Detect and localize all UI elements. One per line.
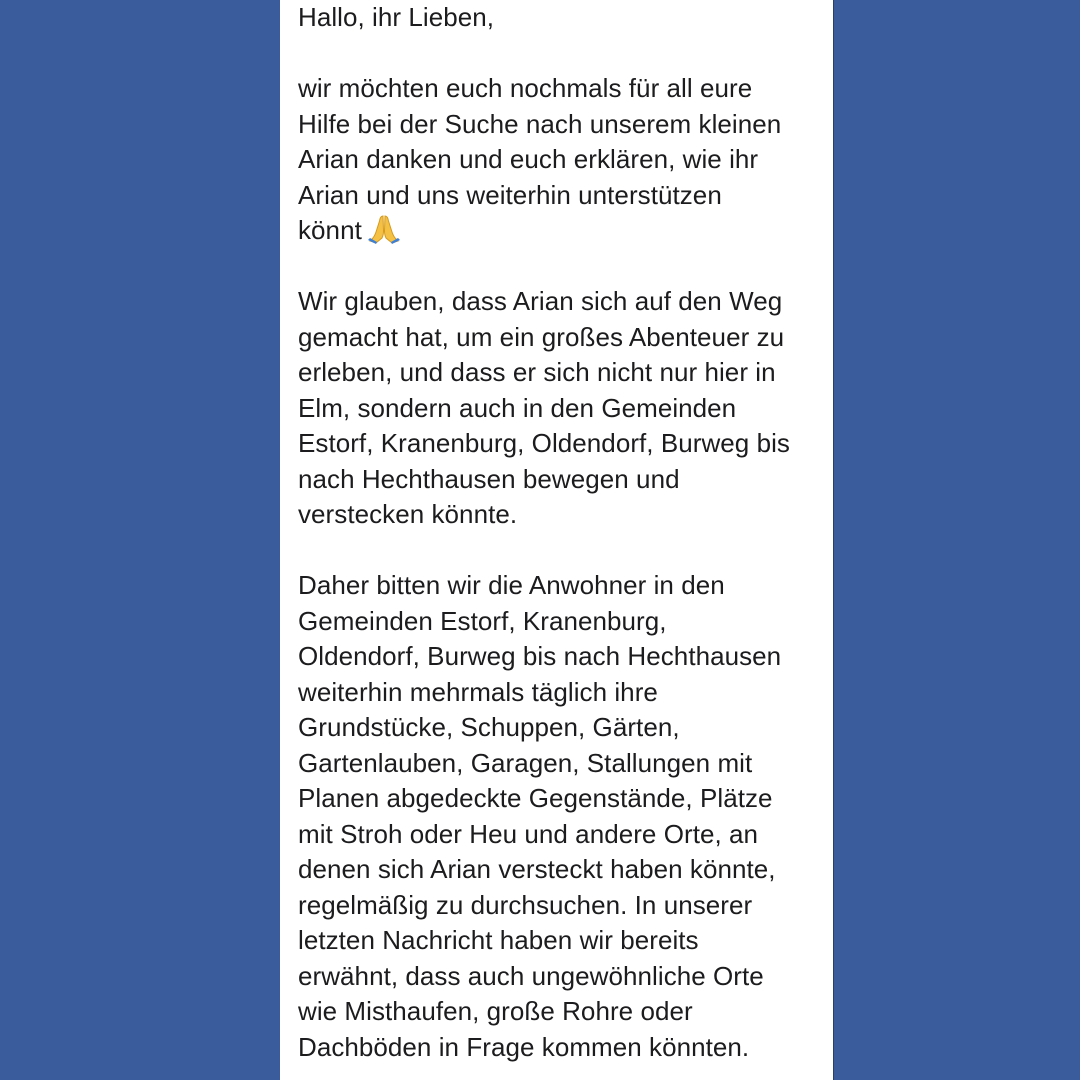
paragraph2-line: erleben, und dass er sich nicht nur hier in	[298, 357, 776, 387]
paragraph3-line: regelmäßig zu durchsuchen. In unserer	[298, 889, 753, 920]
paragraph3-line: erwähnt, dass auch ungewöhnliche Orte	[298, 960, 764, 991]
paragraph2-line: Wir glauben, dass Arian sich auf den Weg	[298, 286, 783, 316]
paragraph3-line: mit Stroh oder Heu und andere Orte, an	[298, 818, 759, 849]
message-card	[280, 0, 833, 1080]
folded-hands-icon	[366, 213, 402, 245]
paragraph2-line: verstecken könnte.	[298, 499, 518, 529]
message-body	[298, 0, 828, 1065]
paragraph2-line: nach Hechthausen bewegen und	[298, 463, 680, 494]
paragraph1-line: Hilfe bei der Suche nach unserem kleinen	[298, 108, 782, 139]
paragraph-spacer	[298, 533, 828, 569]
paragraph3-line: weiterhin mehrmals täglich ihre	[298, 676, 658, 707]
paragraph3-line: Oldendorf, Burweg bis nach Hechthausen	[298, 641, 782, 671]
paragraph3-line: Gartenlauben, Garagen, Stallungen mit	[298, 747, 753, 778]
paragraph2-line: Estorf, Kranenburg, Oldendorf, Burweg bis	[298, 428, 790, 458]
paragraph1-line-text: könnt	[298, 215, 362, 245]
paragraph1-last-line	[298, 213, 828, 249]
paragraph1-line: Arian danken und euch erklären, wie ihr	[298, 144, 759, 174]
paragraph2-line: gemacht hat, um ein großes Abenteuer zu	[298, 321, 785, 352]
paragraph1-line: wir möchten euch nochmals für all eure	[298, 73, 753, 103]
paragraph3-line: Grundstücke, Schuppen, Gärten,	[298, 712, 680, 742]
paragraph1-line: Arian und uns weiterhin unterstützen	[298, 179, 722, 210]
paragraph-spacer	[298, 36, 828, 72]
paragraph3-line: Dachböden in Frage kommen könnten.	[298, 1031, 750, 1062]
greeting-line: Hallo, ihr Lieben,	[298, 2, 495, 32]
paragraph3-line: Daher bitten wir die Anwohner in den	[298, 570, 725, 600]
paragraph2-line: Elm, sondern auch in den Gemeinden	[298, 392, 737, 423]
paragraph3-line: denen sich Arian versteckt haben könnte,	[298, 854, 776, 884]
paragraph3-line: Planen abgedeckte Gegenstände, Plätze	[298, 783, 773, 813]
paragraph3-line: wie Misthaufen, große Rohre oder	[298, 996, 693, 1026]
paragraph3-line: Gemeinden Estorf, Kranenburg,	[298, 605, 667, 636]
paragraph-spacer	[298, 249, 828, 285]
paragraph3-line: letzten Nachricht haben wir bereits	[298, 925, 699, 955]
